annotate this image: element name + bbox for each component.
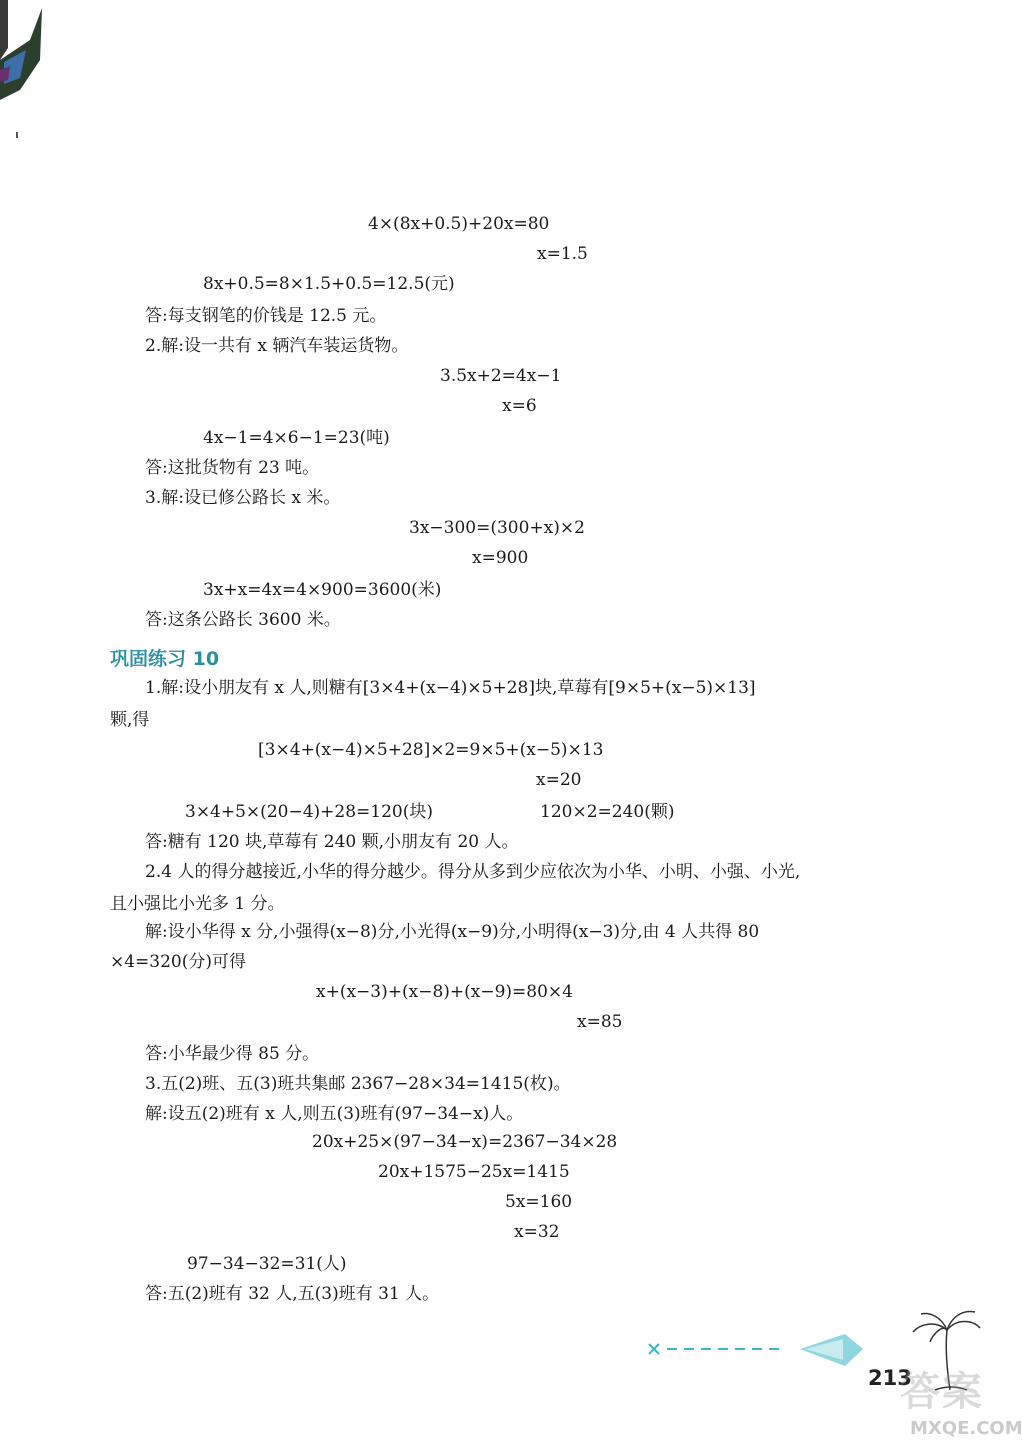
answer-line: 答:五(2)班有 32 人,五(3)班有 31 人。	[145, 1284, 440, 1304]
equation-line: x=20	[536, 770, 582, 790]
calculation-line: 4x−1=4×6−1=23(吨)	[203, 428, 390, 448]
equation-line: x+(x−3)+(x−8)+(x−9)=80×4	[316, 982, 573, 1002]
page-number: 213	[868, 1366, 912, 1390]
answer-line: 答:糖有 120 块,草莓有 240 颗,小朋友有 20 人。	[145, 832, 519, 852]
equation-line: x=900	[472, 548, 529, 568]
problem-statement: 2.4 人的得分越接近,小华的得分越少。得分从多到少应依次为小华、小明、小强、小光,	[145, 862, 801, 882]
corner-decoration	[0, 0, 48, 150]
calculation-line: 3×4+5×(20−4)+28=120(块)	[185, 802, 433, 822]
problem-statement: 解:设五(2)班有 x 人,则五(3)班有(97−34−x)人。	[145, 1104, 524, 1124]
answer-line: 答:这批货物有 23 吨。	[145, 458, 320, 478]
problem-statement: 1.解:设小朋友有 x 人,则糖有[3×4+(x−4)×5+28]块,草莓有[9×5+(x−5)×13]	[145, 678, 756, 698]
answer-line: 答:小华最少得 85 分。	[145, 1044, 320, 1064]
problem-statement: 且小强比小光多 1 分。	[110, 894, 285, 914]
watermark-url: MXQE.COM	[910, 1418, 1023, 1439]
calculation-line: 120×2=240(颗)	[540, 802, 675, 822]
watermark-text: 答案	[900, 1369, 984, 1415]
equation-line: x=85	[577, 1012, 623, 1032]
equation-line: 5x=160	[505, 1192, 573, 1212]
problem-statement: 2.解:设一共有 x 辆汽车装运货物。	[145, 336, 409, 356]
problem-statement: ×4=320(分)可得	[110, 952, 247, 972]
equation-line: 20x+25×(97−34−x)=2367−34×28	[312, 1132, 618, 1152]
equation-line: [3×4+(x−4)×5+28]×2=9×5+(x−5)×13	[258, 740, 604, 760]
problem-statement: 颗,得	[110, 710, 150, 730]
calculation-line: 3x+x=4x=4×900=3600(米)	[203, 580, 442, 600]
equation-line: 3x−300=(300+x)×2	[409, 518, 585, 538]
calculation-line: 8x+0.5=8×1.5+0.5=12.5(元)	[203, 274, 455, 294]
calculation-line: 97−34−32=31(人)	[187, 1254, 347, 1274]
equation-line: x=1.5	[537, 244, 588, 264]
equation-line: 3.5x+2=4x−1	[440, 366, 562, 386]
equation-line: x=6	[502, 396, 537, 416]
problem-statement: 3.五(2)班、五(3)班共集邮 2367−28×34=1415(枚)。	[145, 1074, 571, 1094]
problem-statement: 解:设小华得 x 分,小强得(x−8)分,小光得(x−9)分,小明得(x−3)分,由 4 人共得 80	[145, 922, 760, 942]
section-heading: 巩固练习 10	[110, 648, 220, 670]
answer-line: 答:每支钢笔的价钱是 12.5 元。	[145, 306, 387, 326]
equation-line: 20x+1575−25x=1415	[378, 1162, 570, 1182]
equation-line: 4×(8x+0.5)+20x=80	[368, 214, 550, 234]
problem-statement: 3.解:设已修公路长 x 米。	[145, 488, 341, 508]
equation-line: x=32	[514, 1222, 560, 1242]
answer-line: 答:这条公路长 3600 米。	[145, 610, 341, 630]
